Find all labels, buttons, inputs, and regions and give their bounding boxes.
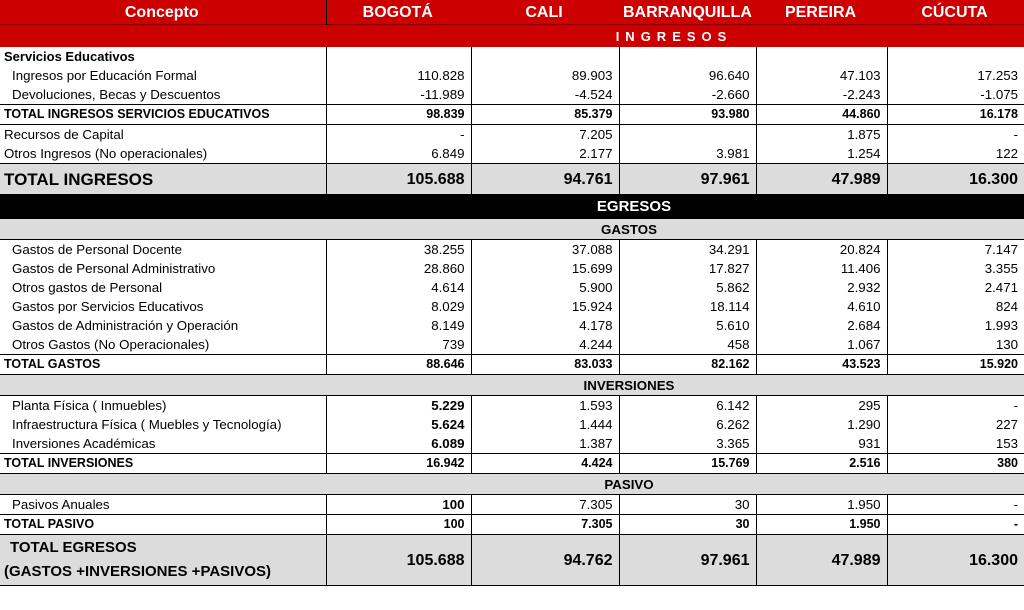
value-cell: 43.523 (756, 355, 887, 375)
value-cell: -1.075 (887, 85, 1024, 105)
value-cell: 38.255 (326, 240, 471, 260)
value-cell: 739 (326, 335, 471, 355)
value-cell: 1.875 (756, 125, 887, 145)
value-cell: - (326, 125, 471, 145)
value-cell: 15.920 (887, 355, 1024, 375)
value-cell: - (887, 396, 1024, 416)
value-cell: 88.646 (326, 355, 471, 375)
row-label: Inversiones Académicas (12, 436, 156, 451)
gastos-band-label: GASTOS (0, 219, 1024, 240)
value-cell: 6.262 (619, 415, 756, 434)
value-cell: 2.684 (756, 316, 887, 335)
row-label: Infraestructura Física ( Muebles y Tecnología) (12, 417, 282, 432)
value-cell: 7.205 (471, 125, 619, 145)
total-ingresos-label: TOTAL INGRESOS (0, 164, 326, 195)
total-row (0, 454, 1024, 474)
value-cell: 5.229 (326, 396, 471, 416)
value-cell: 2.471 (887, 278, 1024, 297)
value-cell: 15.769 (619, 454, 756, 474)
value-cell: 227 (887, 415, 1024, 434)
value-cell: 37.088 (471, 240, 619, 260)
value-cell: 4.424 (471, 454, 619, 474)
value-cell: 3.981 (619, 144, 756, 164)
value-cell: 1.387 (471, 434, 619, 454)
value-cell: 16.300 (887, 164, 1024, 195)
total-label: TOTAL PASIVO (0, 515, 326, 535)
value-cell: 30 (619, 495, 756, 515)
pasivo-band (0, 474, 1024, 495)
value-cell: 100 (326, 495, 471, 515)
value-cell: 105.688 (326, 164, 471, 195)
city-header-bogota: BOGOTÁ (326, 0, 471, 25)
value-cell: 11.406 (756, 259, 887, 278)
value-cell: 458 (619, 335, 756, 355)
total-label: TOTAL INVERSIONES (0, 454, 326, 474)
row-label: Otros gastos de Personal (12, 280, 163, 295)
value-cell: 16.300 (887, 535, 1024, 586)
table-row (0, 434, 1024, 454)
value-cell: 1.950 (756, 495, 887, 515)
value-cell: 16.178 (887, 105, 1024, 125)
value-cell: - (887, 125, 1024, 145)
table-row (0, 144, 1024, 164)
value-cell: 3.365 (619, 434, 756, 454)
row-label: Ingresos por Educación Formal (12, 68, 197, 83)
value-cell: 380 (887, 454, 1024, 474)
total-egresos-row (0, 535, 1024, 586)
value-cell: 18.114 (619, 297, 756, 316)
value-cell: 1.593 (471, 396, 619, 416)
table-row (0, 297, 1024, 316)
table-row (0, 335, 1024, 355)
table-row (0, 278, 1024, 297)
city-header-barranquilla: BARRANQUILLA (619, 0, 756, 25)
value-cell: 105.688 (326, 535, 471, 586)
value-cell: 17.827 (619, 259, 756, 278)
value-cell: 34.291 (619, 240, 756, 260)
value-cell: 94.762 (471, 535, 619, 586)
value-cell: 110.828 (326, 66, 471, 85)
value-cell: 82.162 (619, 355, 756, 375)
section-title: Servicios Educativos (4, 49, 135, 64)
row-label: Pasivos Anuales (12, 497, 110, 512)
value-cell: 89.903 (471, 66, 619, 85)
value-cell: - (887, 515, 1024, 535)
value-cell: 4.610 (756, 297, 887, 316)
value-cell: 1.290 (756, 415, 887, 434)
value-cell: 20.824 (756, 240, 887, 260)
value-cell: 7.147 (887, 240, 1024, 260)
value-cell: 97.961 (619, 164, 756, 195)
row-label: Otros Ingresos (No operacionales) (4, 146, 208, 161)
row-label: Planta Física ( Inmuebles) (12, 398, 167, 413)
value-cell: 5.900 (471, 278, 619, 297)
total-ingresos-row (0, 164, 1024, 195)
value-cell: 2.516 (756, 454, 887, 474)
city-header-cucuta: CÚCUTA (887, 0, 1024, 25)
city-header-cali: CALI (471, 0, 619, 25)
value-cell: 3.355 (887, 259, 1024, 278)
header-row (0, 0, 1024, 25)
value-cell: -2.660 (619, 85, 756, 105)
value-cell: 98.839 (326, 105, 471, 125)
value-cell: 30 (619, 515, 756, 535)
value-cell: 6.089 (326, 434, 471, 454)
table-row (0, 415, 1024, 434)
row-label: Gastos de Administración y Operación (12, 318, 239, 333)
value-cell: 100 (326, 515, 471, 535)
value-cell: 4.614 (326, 278, 471, 297)
row-label: Otros Gastos (No Operacionales) (12, 337, 210, 352)
table-row (0, 396, 1024, 416)
value-cell: 1.993 (887, 316, 1024, 335)
total-egresos-label (0, 535, 326, 586)
section-title-row (0, 47, 1024, 66)
value-cell: 824 (887, 297, 1024, 316)
value-cell: 97.961 (619, 535, 756, 586)
value-cell: 1.950 (756, 515, 887, 535)
value-cell (619, 125, 756, 145)
inversiones-band (0, 375, 1024, 396)
table-row (0, 240, 1024, 260)
value-cell: 96.640 (619, 66, 756, 85)
table-row (0, 259, 1024, 278)
total-egresos-label-line2: (GASTOS +INVERSIONES +PASIVOS) (4, 563, 272, 580)
value-cell: 931 (756, 434, 887, 454)
value-cell: 5.862 (619, 278, 756, 297)
value-cell: 44.860 (756, 105, 887, 125)
total-egresos-label-line1: TOTAL EGRESOS (10, 539, 137, 556)
value-cell: 83.033 (471, 355, 619, 375)
pasivo-band-label: PASIVO (0, 474, 1024, 495)
value-cell: 153 (887, 434, 1024, 454)
value-cell: 5.610 (619, 316, 756, 335)
value-cell: -4.524 (471, 85, 619, 105)
value-cell: 7.305 (471, 515, 619, 535)
value-cell: 47.989 (756, 164, 887, 195)
value-cell: 85.379 (471, 105, 619, 125)
value-cell: 295 (756, 396, 887, 416)
egresos-band-label: EGRESOS (0, 194, 1024, 219)
value-cell: 2.932 (756, 278, 887, 297)
row-label: Recursos de Capital (4, 127, 124, 142)
table-row (0, 66, 1024, 85)
total-row (0, 355, 1024, 375)
value-cell: 47.103 (756, 66, 887, 85)
value-cell: 47.989 (756, 535, 887, 586)
total-label: TOTAL GASTOS (0, 355, 326, 375)
value-cell: 5.624 (326, 415, 471, 434)
value-cell: 4.244 (471, 335, 619, 355)
row-label: Devoluciones, Becas y Descuentos (12, 87, 221, 102)
value-cell: 122 (887, 144, 1024, 164)
value-cell: 6.142 (619, 396, 756, 416)
value-cell: 6.849 (326, 144, 471, 164)
egresos-band (0, 194, 1024, 219)
row-label: Gastos por Servicios Educativos (12, 299, 204, 314)
gastos-band (0, 219, 1024, 240)
table-row (0, 125, 1024, 145)
value-cell: 130 (887, 335, 1024, 355)
total-label: TOTAL INGRESOS SERVICIOS EDUCATIVOS (0, 105, 326, 125)
row-label: Gastos de Personal Administrativo (12, 261, 216, 276)
value-cell: 15.924 (471, 297, 619, 316)
value-cell: 4.178 (471, 316, 619, 335)
city-header-pereira: PEREIRA (756, 0, 887, 25)
value-cell: 8.029 (326, 297, 471, 316)
value-cell: 93.980 (619, 105, 756, 125)
value-cell: -2.243 (756, 85, 887, 105)
value-cell: -11.989 (326, 85, 471, 105)
value-cell: 2.177 (471, 144, 619, 164)
total-row (0, 105, 1024, 125)
value-cell: 94.761 (471, 164, 619, 195)
value-cell: 7.305 (471, 495, 619, 515)
value-cell: 28.860 (326, 259, 471, 278)
value-cell: 1.067 (756, 335, 887, 355)
inversiones-band-label: INVERSIONES (0, 375, 1024, 396)
value-cell: 17.253 (887, 66, 1024, 85)
row-label: Gastos de Personal Docente (12, 242, 183, 257)
value-cell: - (887, 495, 1024, 515)
value-cell: 15.699 (471, 259, 619, 278)
value-cell: 1.254 (756, 144, 887, 164)
table-row (0, 85, 1024, 105)
concept-header: Concepto (0, 0, 326, 25)
table-row (0, 316, 1024, 335)
value-cell: 1.444 (471, 415, 619, 434)
ingresos-band-label: INGRESOS (326, 25, 1024, 48)
total-row (0, 515, 1024, 535)
value-cell: 8.149 (326, 316, 471, 335)
value-cell: 16.942 (326, 454, 471, 474)
table-row (0, 495, 1024, 515)
ingresos-band (0, 25, 1024, 48)
